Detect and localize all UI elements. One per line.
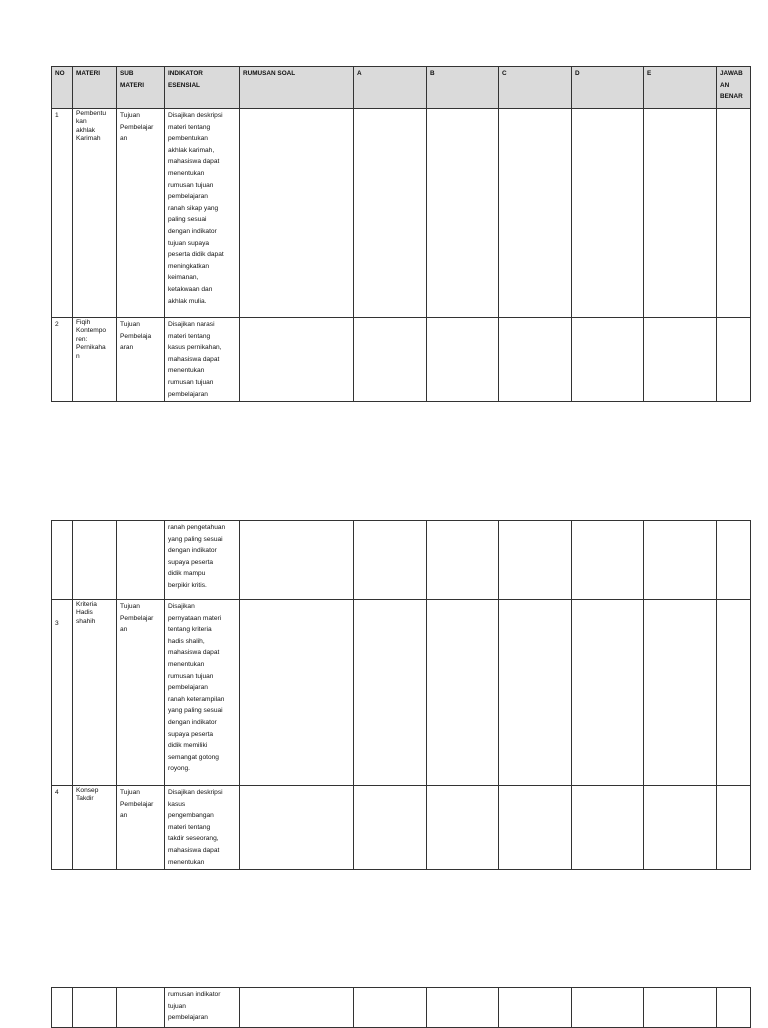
cell-option-b — [427, 109, 499, 318]
cell-option-a — [354, 600, 427, 786]
cell-option-c — [499, 318, 572, 402]
cell-materi: Konsep Takdir — [73, 786, 117, 870]
cell-materi — [73, 521, 117, 600]
cell-option-b — [427, 521, 499, 600]
header-option-c: C — [499, 67, 572, 109]
header-option-b: B — [427, 67, 499, 109]
cell-materi — [73, 988, 117, 1028]
table-row — [52, 109, 751, 318]
cell-no: 1 — [52, 109, 73, 318]
cell-option-a — [354, 786, 427, 870]
cell-option-d — [572, 988, 644, 1028]
cell-rumusan-soal — [240, 109, 354, 318]
cell-option-a — [354, 109, 427, 318]
cell-option-c — [499, 521, 572, 600]
table-row — [52, 600, 751, 786]
cell-indikator: Disajikan narasi materi tentang kasus pernikahan, mahasiswa dapat menentukan rumusan tujuan pembelajaran — [165, 318, 240, 402]
cell-jawaban-benar — [717, 988, 751, 1028]
cell-jawaban-benar — [717, 521, 751, 600]
cell-option-c — [499, 109, 572, 318]
cell-option-d — [572, 521, 644, 600]
header-no: NO — [52, 67, 73, 109]
header-jawaban-benar: JAWAB AN BENAR — [717, 67, 751, 109]
cell-jawaban-benar — [717, 600, 751, 786]
header-indikator-esensial: INDIKATOR ESENSIAL — [165, 67, 240, 109]
cell-option-b — [427, 786, 499, 870]
table-row — [52, 521, 751, 600]
header-materi: MATERI — [73, 67, 117, 109]
cell-no: 4 — [52, 786, 73, 870]
cell-indikator: Disajikan pernyataan materi tentang kriteria hadis shalih, mahasiswa dapat menentukan rumusan tujuan pembelajaran ranah keterampilan yang paling sesuai dengan indikator supaya peserta didik memiliki semangat gotong royong. — [165, 600, 240, 786]
header-option-a: A — [354, 67, 427, 109]
cell-sub-materi — [117, 988, 165, 1028]
cell-sub-materi: Tujuan Pembelajar an — [117, 600, 165, 786]
cell-jawaban-benar — [717, 109, 751, 318]
cell-option-c — [499, 988, 572, 1028]
cell-rumusan-soal — [240, 988, 354, 1028]
cell-option-e — [644, 600, 717, 786]
cell-option-d — [572, 109, 644, 318]
cell-option-a — [354, 318, 427, 402]
cell-option-d — [572, 600, 644, 786]
cell-option-d — [572, 786, 644, 870]
cell-no — [52, 521, 73, 600]
cell-rumusan-soal — [240, 600, 354, 786]
cell-indikator: Disajikan deskripsi materi tentang pembentukan akhlak karimah, mahasiswa dapat menentukan rumusan tujuan pembelajaran ranah sikap yang paling sesuai dengan indikator tujuan supaya peserta didik dapat meningkatkan keimanan, ketakwaan dan akhlak mulia. — [165, 109, 240, 318]
header-sub-materi: SUB MATERI — [117, 67, 165, 109]
cell-indikator: rumusan indikator tujuan pembelajaran — [165, 988, 240, 1028]
cell-option-d — [572, 318, 644, 402]
cell-option-e — [644, 318, 717, 402]
cell-rumusan-soal — [240, 521, 354, 600]
cell-option-e — [644, 786, 717, 870]
cell-option-c — [499, 600, 572, 786]
cell-option-b — [427, 600, 499, 786]
cell-option-e — [644, 988, 717, 1028]
cell-no — [52, 988, 73, 1028]
table-row — [52, 318, 751, 402]
table-row — [52, 786, 751, 870]
header-option-e: E — [644, 67, 717, 109]
cell-sub-materi: Tujuan Pembelajar an — [117, 109, 165, 318]
cell-option-b — [427, 988, 499, 1028]
cell-materi: Fiqih Kontempo ren: Pernikaha n — [73, 318, 117, 402]
cell-indikator: ranah pengetahuan yang paling sesuai dengan indikator supaya peserta didik mampu berpikir kritis. — [165, 521, 240, 600]
cell-sub-materi — [117, 521, 165, 600]
cell-no: 3 — [52, 600, 73, 786]
cell-indikator: Disajikan deskripsi kasus pengembangan materi tentang takdir seseorang, mahasiswa dapat menentukan — [165, 786, 240, 870]
cell-no: 2 — [52, 318, 73, 402]
cell-option-a — [354, 521, 427, 600]
cell-sub-materi: Tujuan Pembelaja aran — [117, 318, 165, 402]
cell-materi: Pembentu kan akhlak Karimah — [73, 109, 117, 318]
cell-jawaban-benar — [717, 318, 751, 402]
cell-sub-materi: Tujuan Pembelajar an — [117, 786, 165, 870]
cell-rumusan-soal — [240, 786, 354, 870]
cell-materi: Kriteria Hadis shahih — [73, 600, 117, 786]
cell-jawaban-benar — [717, 786, 751, 870]
cell-option-a — [354, 988, 427, 1028]
cell-option-e — [644, 521, 717, 600]
header-option-d: D — [572, 67, 644, 109]
header-rumusan-soal: RUMUSAN SOAL — [240, 67, 354, 109]
cell-option-c — [499, 786, 572, 870]
cell-rumusan-soal — [240, 318, 354, 402]
question-grid-table-page-2 — [51, 520, 751, 870]
question-grid-table-page-1 — [51, 66, 751, 402]
question-grid-table-page-3 — [51, 987, 751, 1028]
table-header-row — [52, 67, 751, 109]
cell-option-b — [427, 318, 499, 402]
table-row — [52, 988, 751, 1028]
cell-option-e — [644, 109, 717, 318]
